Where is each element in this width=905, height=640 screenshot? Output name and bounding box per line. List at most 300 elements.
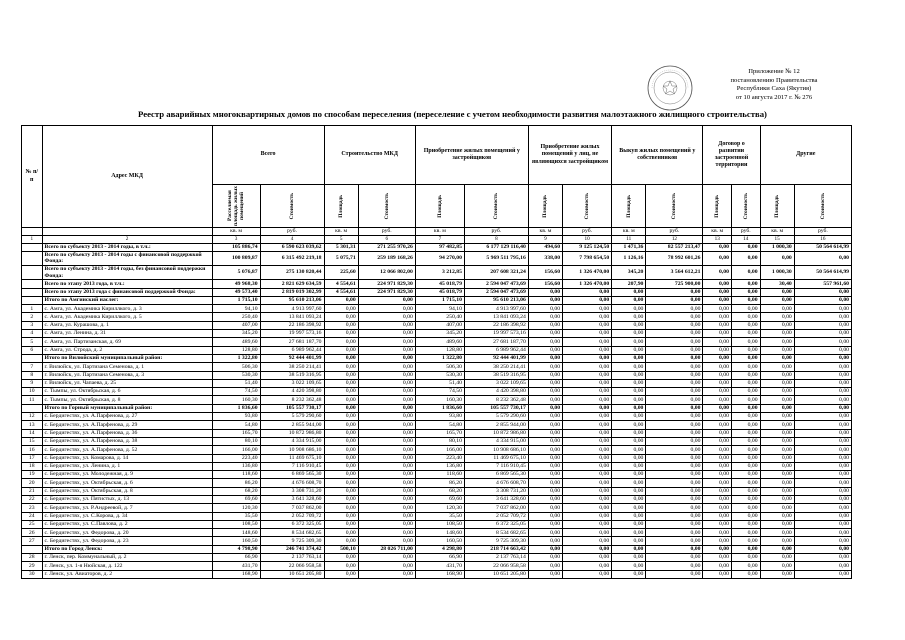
row-value: 0,00 (703, 437, 732, 445)
row-address: с. Бердигестях, ул. А.Парфенова, д. 27 (42, 413, 212, 421)
row-value: 0,00 (324, 562, 358, 570)
units-cell: руб. (358, 228, 415, 236)
row-value: 0,00 (794, 437, 851, 445)
row-value: 0,00 (563, 321, 612, 329)
row-value: 0,00 (563, 288, 612, 296)
row-value: 0,00 (760, 388, 794, 396)
row-value: 0,00 (528, 371, 562, 379)
row-value: 0,00 (358, 562, 415, 570)
row-value: 0,00 (646, 446, 703, 454)
sub-header: Стоимость (260, 185, 324, 228)
sub-header: Стоимость (358, 185, 415, 228)
row-value: 506,30 (212, 363, 260, 371)
row-value: 0,00 (324, 413, 358, 421)
row-number: 12 (22, 413, 43, 421)
row-value: 6 869 565,30 (464, 471, 528, 479)
row-value: 0,00 (646, 454, 703, 462)
group-header: Другие (760, 126, 851, 185)
row-value: 13 841 093,24 (260, 313, 324, 321)
row-value: 0,00 (703, 305, 732, 313)
row-number: 13 (22, 421, 43, 429)
summary-row (22, 404, 852, 412)
row-value: 97 482,85 (415, 243, 464, 251)
row-address: Итого по Вилюйский муниципальный район: (42, 354, 212, 362)
row-value: 0,00 (563, 495, 612, 503)
row-value: 5 076,87 (212, 266, 260, 280)
row-value: 0,00 (760, 545, 794, 553)
summary-row (22, 545, 852, 553)
row-value: 0,00 (646, 379, 703, 387)
row-value: 0,00 (324, 396, 358, 404)
row-value: 0,00 (563, 471, 612, 479)
row-value: 0,00 (703, 520, 732, 528)
row-value: 0,00 (794, 296, 851, 304)
row-value: 0,00 (760, 321, 794, 329)
row-value: 0,00 (563, 520, 612, 528)
units-cell: руб. (731, 228, 760, 236)
row-number: 8 (22, 371, 43, 379)
row-number: 20 (22, 479, 43, 487)
row-value: 0,00 (563, 338, 612, 346)
row-value: 0,00 (794, 363, 851, 371)
table-row (22, 363, 852, 371)
row-value: 2 137 763,14 (260, 554, 324, 562)
row-value: 0,00 (760, 487, 794, 495)
row-value: 0,00 (612, 379, 646, 387)
row-value: 22 186 398,92 (260, 321, 324, 329)
row-value: 0,00 (358, 371, 415, 379)
row-value: 223,40 (212, 454, 260, 462)
row-number: 27 (22, 537, 43, 545)
row-value: 6 590 623 039,62 (260, 243, 324, 251)
row-value: 94,10 (415, 305, 464, 313)
row-value: 0,00 (612, 454, 646, 462)
table-row (22, 346, 852, 354)
row-address: с. Бердигестях, ул. А.Парфенова, д. 38 (42, 437, 212, 445)
row-value: 10 651 205,80 (260, 570, 324, 578)
row-value: 0,00 (703, 504, 732, 512)
row-value: 4 913 997,60 (464, 305, 528, 313)
row-value: 0,00 (731, 280, 760, 288)
row-value: 6 372 325,05 (464, 520, 528, 528)
row-value: 0,00 (324, 537, 358, 545)
row-number: 28 (22, 554, 43, 562)
row-value: 0,00 (324, 346, 358, 354)
row-address: с. Бердигестях, ул. Молодежная, д. 9 (42, 471, 212, 479)
row-value: 0,00 (358, 388, 415, 396)
row-address: с. Тымпы, ул. Октябрьская, д. 6 (42, 388, 212, 396)
row-value: 10 872 986,80 (464, 429, 528, 437)
row-value: 0,00 (760, 371, 794, 379)
row-value: 19 997 573,16 (464, 330, 528, 338)
col-address-header: Адрес МКД (42, 126, 212, 228)
row-value: 0,00 (324, 404, 358, 412)
sub-header: Стоимость (563, 185, 612, 228)
row-value: 5 579 290,60 (464, 413, 528, 421)
row-value: 38 519 316,95 (260, 371, 324, 379)
row-value: 10 872 986,80 (260, 429, 324, 437)
row-value: 6 869 565,30 (260, 471, 324, 479)
row-value: 0,00 (731, 462, 760, 470)
row-number: 22 (22, 495, 43, 503)
row-value: 0,00 (358, 354, 415, 362)
row-value: 9 725 309,30 (260, 537, 324, 545)
row-value: 0,00 (646, 288, 703, 296)
row-value: 0,00 (731, 537, 760, 545)
table-row (22, 570, 852, 578)
row-number (22, 296, 43, 304)
row-value: 0,00 (358, 321, 415, 329)
row-value: 0,00 (794, 504, 851, 512)
sub-header: Площадь (528, 185, 562, 228)
units-cell: кв. м (212, 228, 260, 236)
row-address: с. Бердигестях, ул. Ленина, д. 1 (42, 462, 212, 470)
row-value: 224 971 829,30 (358, 288, 415, 296)
row-value: 0,00 (324, 454, 358, 462)
row-value: 0,00 (760, 471, 794, 479)
row-value: 118,60 (415, 471, 464, 479)
row-value: 0,00 (760, 396, 794, 404)
row-value: 0,00 (794, 321, 851, 329)
row-value: 0,00 (731, 330, 760, 338)
row-value: 0,00 (794, 562, 851, 570)
row-value: 0,00 (731, 296, 760, 304)
row-value: 271 255 970,26 (358, 243, 415, 251)
row-value: 0,00 (612, 570, 646, 578)
row-value: 0,00 (703, 429, 732, 437)
row-value: 1 836,60 (212, 404, 260, 412)
row-value: 0,00 (528, 354, 562, 362)
col-num-header: № п/п (22, 126, 43, 228)
row-value: 148,60 (212, 529, 260, 537)
row-address: Всего по этапу 2013 года, в т.ч.: (42, 280, 212, 288)
row-value: 0,00 (760, 354, 794, 362)
row-number: 23 (22, 504, 43, 512)
row-value: 0,00 (358, 313, 415, 321)
row-value: 0,00 (703, 454, 732, 462)
row-value: 0,00 (646, 429, 703, 437)
row-value: 0,00 (563, 379, 612, 387)
row-value: 100 809,87 (212, 251, 260, 265)
row-value: 0,00 (324, 296, 358, 304)
row-value: 0,00 (324, 446, 358, 454)
row-number (22, 266, 43, 280)
row-value: 4 913 997,60 (260, 305, 324, 313)
row-value: 0,00 (731, 545, 760, 553)
summary-row (22, 251, 852, 265)
row-number: 18 (22, 462, 43, 470)
row-value: 8 232 362,48 (464, 396, 528, 404)
row-value: 160,50 (415, 537, 464, 545)
sub-header: Площадь (415, 185, 464, 228)
table-row (22, 379, 852, 387)
row-value: 0,00 (731, 388, 760, 396)
row-value: 0,00 (703, 354, 732, 362)
row-value: 0,00 (612, 404, 646, 412)
units-cell: руб. (464, 228, 528, 236)
table-row (22, 504, 852, 512)
row-value: 6 372 325,05 (260, 520, 324, 528)
group-header: Всего (212, 126, 324, 185)
row-value: 0,00 (760, 512, 794, 520)
row-value: 0,00 (528, 429, 562, 437)
row-address: с. Бердигестях, ул. Федорова, д. 23 (42, 537, 212, 545)
row-value: 500,10 (324, 545, 358, 553)
row-value: 0,00 (612, 354, 646, 362)
row-value: 725 900,00 (646, 280, 703, 288)
row-value: 0,00 (646, 321, 703, 329)
row-value: 148,60 (415, 529, 464, 537)
row-value: 7 116 910,45 (260, 462, 324, 470)
row-value: 0,00 (612, 562, 646, 570)
row-value: 0,00 (528, 512, 562, 520)
row-value: 118,60 (212, 471, 260, 479)
row-value: 0,00 (528, 321, 562, 329)
row-value: 0,00 (528, 570, 562, 578)
row-value: 45 018,79 (415, 280, 464, 288)
row-value: 225,60 (324, 266, 358, 280)
row-value: 0,00 (563, 305, 612, 313)
row-number: 4 (22, 330, 43, 338)
row-value: 224 971 829,30 (358, 280, 415, 288)
row-value: 0,00 (646, 554, 703, 562)
row-value: 2 052 709,72 (260, 512, 324, 520)
row-value: 0,00 (646, 570, 703, 578)
row-value: 259 189 168,26 (358, 251, 415, 265)
row-value: 0,00 (731, 396, 760, 404)
row-value: 0,00 (731, 554, 760, 562)
column-number-cell: 4 (260, 236, 324, 244)
column-number-cell: 14 (731, 236, 760, 244)
row-address: г. Вилюйск, ул. Партизана Семенова, д. 1 (42, 363, 212, 371)
row-value: 0,00 (703, 296, 732, 304)
row-value: 0,00 (703, 512, 732, 520)
row-value: 0,00 (528, 554, 562, 562)
row-value: 0,00 (324, 338, 358, 346)
row-value: 0,00 (760, 413, 794, 421)
row-value: 0,00 (703, 321, 732, 329)
row-value: 0,00 (760, 495, 794, 503)
row-value: 0,00 (731, 379, 760, 387)
row-value: 0,00 (358, 296, 415, 304)
row-value: 0,00 (703, 545, 732, 553)
column-number-cell: 15 (760, 236, 794, 244)
row-value: 0,00 (731, 446, 760, 454)
registry-table (21, 125, 852, 579)
summary-row (22, 288, 852, 296)
annex-note (664, 68, 884, 102)
row-address: с. Амга, ул. Курашова, д. 1 (42, 321, 212, 329)
row-value: 92 444 401,99 (260, 354, 324, 362)
group-header: Приобретение жилых помещений у застройщиков (415, 126, 528, 185)
row-value: 0,00 (760, 363, 794, 371)
row-value: 0,00 (731, 437, 760, 445)
row-value: 246 741 374,42 (260, 545, 324, 553)
row-value: 80,10 (415, 437, 464, 445)
row-value: 0,00 (731, 471, 760, 479)
row-value: 2 052 709,72 (464, 512, 528, 520)
row-value: 7 798 654,50 (563, 251, 612, 265)
row-value: 0,00 (358, 529, 415, 537)
row-value: 0,00 (794, 554, 851, 562)
table-row (22, 479, 852, 487)
row-value: 0,00 (731, 512, 760, 520)
row-value: 0,00 (358, 404, 415, 412)
row-value: 0,00 (731, 520, 760, 528)
row-value: 160,30 (212, 396, 260, 404)
row-value: 22 066 958,58 (464, 562, 528, 570)
row-value: 166,00 (415, 446, 464, 454)
row-value: 0,00 (794, 462, 851, 470)
row-value: 0,00 (731, 243, 760, 251)
row-value: 0,00 (731, 371, 760, 379)
row-value: 13 841 093,24 (464, 313, 528, 321)
row-value: 0,00 (703, 313, 732, 321)
row-value: 0,00 (794, 429, 851, 437)
row-value: 0,00 (731, 562, 760, 570)
row-value: 0,00 (324, 363, 358, 371)
units-cell (42, 228, 212, 236)
table-row (22, 421, 852, 429)
row-address: Всего по субъекту 2013 - 2014 годы, в т.ч.: (42, 243, 212, 251)
row-value: 0,00 (528, 545, 562, 553)
row-value: 0,00 (794, 305, 851, 313)
row-value: 0,00 (528, 529, 562, 537)
column-number-cell: 12 (646, 236, 703, 244)
row-value: 0,00 (324, 512, 358, 520)
row-value: 250,40 (212, 313, 260, 321)
row-value: 35,50 (212, 512, 260, 520)
table-row (22, 396, 852, 404)
row-value: 0,00 (731, 266, 760, 280)
table-row (22, 537, 852, 545)
row-value: 0,00 (703, 330, 732, 338)
row-value: 0,00 (794, 371, 851, 379)
column-number-cell: 9 (528, 236, 562, 244)
row-number (22, 251, 43, 265)
row-value: 0,00 (760, 520, 794, 528)
row-value: 0,00 (612, 421, 646, 429)
row-value: 1 000,30 (760, 243, 794, 251)
row-value: 0,00 (563, 363, 612, 371)
row-value: 1 326 470,00 (563, 280, 612, 288)
row-value: 0,00 (324, 437, 358, 445)
row-value: 223,40 (415, 454, 464, 462)
annex-line: постановлению Правительства (730, 76, 818, 84)
row-value: 0,00 (703, 495, 732, 503)
sub-header: Стоимость (646, 185, 703, 228)
row-value: 0,00 (646, 388, 703, 396)
row-value: 1 326 470,00 (563, 266, 612, 280)
row-value: 0,00 (528, 413, 562, 421)
row-value: 0,00 (703, 487, 732, 495)
row-value: 166,00 (212, 446, 260, 454)
row-value: 51,40 (415, 379, 464, 387)
row-value: 0,00 (324, 371, 358, 379)
row-value: 0,00 (731, 305, 760, 313)
units-row (22, 228, 852, 236)
row-value: 0,00 (646, 437, 703, 445)
row-value: 0,00 (703, 404, 732, 412)
table-row (22, 371, 852, 379)
row-value: 4 676 608,70 (464, 479, 528, 487)
row-value: 0,00 (358, 554, 415, 562)
row-value: 0,00 (612, 479, 646, 487)
row-value: 0,00 (358, 462, 415, 470)
sub-header: Стоимость (794, 185, 851, 228)
row-value: 50 564 614,99 (794, 266, 851, 280)
row-value: 0,00 (760, 288, 794, 296)
row-value: 4 334 915,00 (464, 437, 528, 445)
row-value: 93,80 (212, 413, 260, 421)
column-number-cell: 7 (415, 236, 464, 244)
row-value: 94 270,00 (415, 251, 464, 265)
row-value: 4 420 398,80 (464, 388, 528, 396)
row-value: 4 554,61 (324, 288, 358, 296)
row-value: 0,00 (760, 296, 794, 304)
row-value: 0,00 (324, 479, 358, 487)
row-number (22, 288, 43, 296)
row-value: 0,00 (703, 379, 732, 387)
row-value: 0,00 (794, 545, 851, 553)
row-value: 0,00 (324, 321, 358, 329)
row-value: 0,00 (646, 313, 703, 321)
row-value: 1 836,60 (415, 404, 464, 412)
row-value: 0,00 (731, 251, 760, 265)
row-value: 0,00 (358, 504, 415, 512)
row-value: 0,00 (703, 396, 732, 404)
row-value: 120,30 (212, 504, 260, 512)
row-value: 0,00 (794, 495, 851, 503)
row-value: 10 908 686,10 (260, 446, 324, 454)
group-header: Приобретение жилых помещений у лиц, не являющихся застройщиком (528, 126, 611, 185)
row-value: 0,00 (760, 562, 794, 570)
row-value: 9 725 309,30 (464, 537, 528, 545)
row-address: Итого по Амгинский наслег: (42, 296, 212, 304)
row-value: 30,40 (760, 280, 794, 288)
row-value: 489,60 (212, 338, 260, 346)
row-value: 0,00 (358, 512, 415, 520)
row-value: 69,60 (415, 495, 464, 503)
row-value: 86,20 (415, 479, 464, 487)
row-value: 7 116 910,45 (464, 462, 528, 470)
row-value: 4 798,90 (212, 545, 260, 553)
header-row-groups (22, 126, 852, 185)
row-value: 74,50 (415, 388, 464, 396)
row-value: 0,00 (794, 454, 851, 462)
row-value: 80,10 (212, 437, 260, 445)
units-cell: руб. (260, 228, 324, 236)
row-value: 0,00 (612, 529, 646, 537)
annex-line: Приложение № 12 (748, 68, 800, 75)
row-value: 0,00 (563, 545, 612, 553)
row-value: 0,00 (528, 330, 562, 338)
row-number (22, 243, 43, 251)
row-value: 0,00 (612, 396, 646, 404)
row-value: 0,00 (646, 346, 703, 354)
row-value: 0,00 (646, 562, 703, 570)
row-value: 0,00 (794, 512, 851, 520)
row-value: 6 989 962,44 (260, 346, 324, 354)
units-cell: руб. (646, 228, 703, 236)
row-value: 0,00 (528, 421, 562, 429)
row-value: 0,00 (528, 288, 562, 296)
row-value: 0,00 (612, 446, 646, 454)
table-row (22, 512, 852, 520)
row-value: 8 534 682,65 (464, 529, 528, 537)
row-value: 0,00 (731, 454, 760, 462)
row-value: 0,00 (612, 462, 646, 470)
